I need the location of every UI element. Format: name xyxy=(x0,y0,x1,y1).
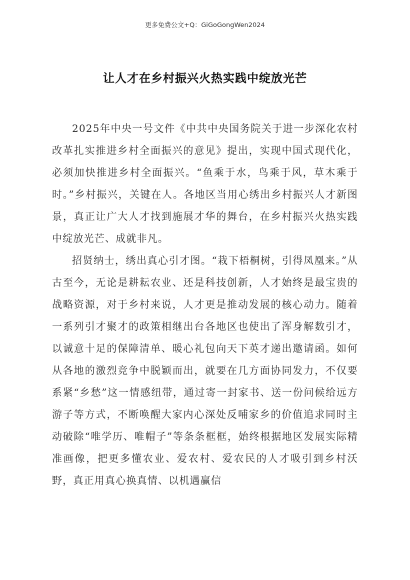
header-note: 更多免费公文+Q：GiGoGongWen2024 xyxy=(145,21,265,29)
body-paragraph-1: 2025年中央一号文件《中共中央国务院关于进一步深化农村改革扎实推进乡村全面振兴的意见》提出，实现中国式现代化，必须加快推进乡村全面振兴。“鱼乘于水，鸟乘于风，草木乘于时。”乡村振兴，关键在人。各地区当用心绣出乡村振兴人才新图景，真正让广大人才找到施展才华的舞台，在乡村振兴火热实践中绽放光芒、成就非凡。 xyxy=(52,124,358,245)
document-body xyxy=(52,119,358,493)
body-paragraph-2: 招贤纳士，绣出真心引才图。“栽下梧桐树，引得凤凰来。”从古至今，无论是耕耘农业、还是科技创新，人才始终是最宝贵的战略资源，对于乡村来说，人才更是推动发展的核心动力。随着一系列引才聚才的政策相继出台各地区也使出了浑身解数引才，以诚意十足的保障清单、暖心礼包向天下英才递出邀请函。如何从各地的激烈竞争中脱颖而出，就要在几方面协同发力，不仅要系紧“乡愁”这一情感纽带，通过寄一封家书、送一份问候给远方游子等方式，不断唤醒大家内心深处反哺家乡的价值追求同时主动破除“唯学历、唯帽子”等条条框框，始终根据地区发展实际精准画像，把更多懂农业、爱农村、爱农民的人才吸引到乡村沃野，真正用真心换真情、以机遇赢信 xyxy=(52,256,358,487)
document-title: 让人才在乡村振兴火热实践中绽放光芒 xyxy=(103,71,307,85)
